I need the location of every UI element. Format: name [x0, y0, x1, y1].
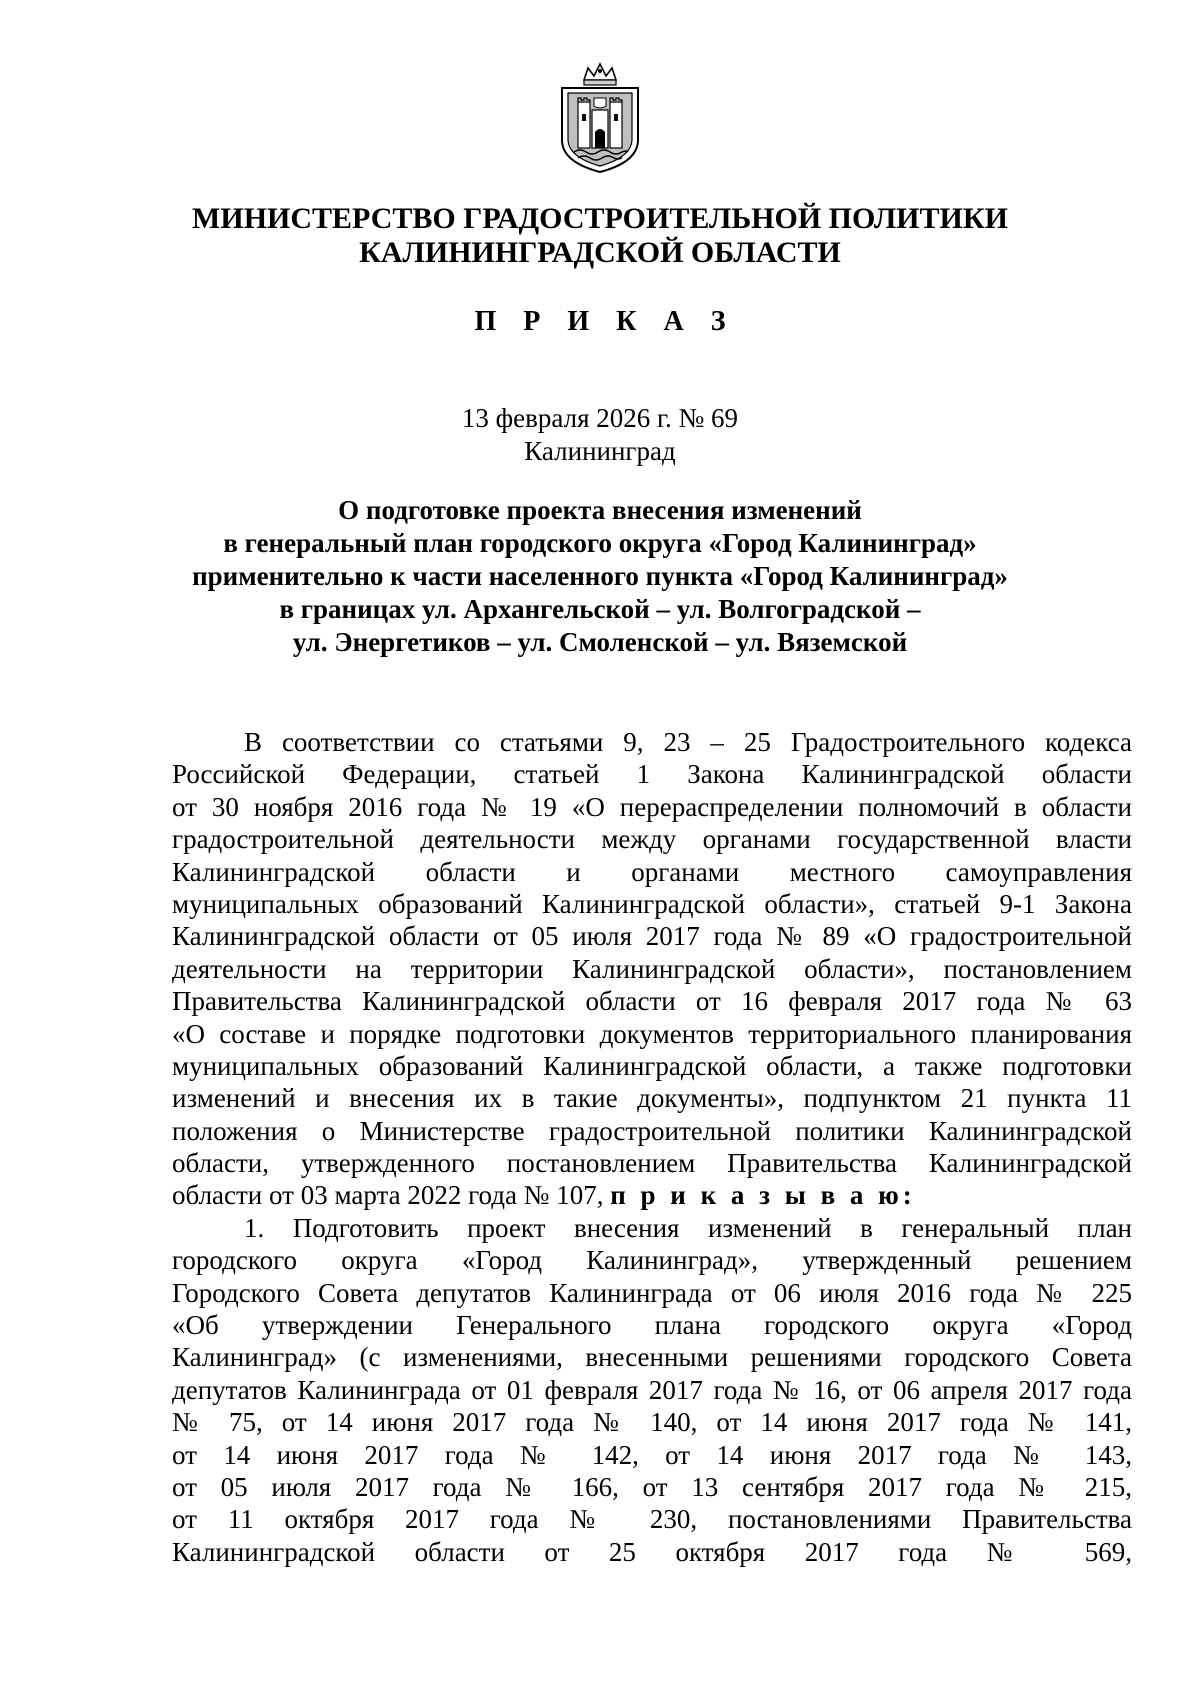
order-date-number: 13 февраля 2026 г. № 69 [461, 403, 739, 433]
preamble-last-line [172, 1179, 1132, 1211]
item1-line: городского округа «Город Калининград», утвержденный решением [172, 1245, 1132, 1276]
preamble-line: Правительства Калининградской области от 16 февраля 2017 года № 63 [172, 986, 1132, 1017]
subject-line: О подготовке проекта внесения изменений [338, 495, 862, 525]
subject-line: применительно к части населенного пункта «Город Калининград» [192, 561, 1008, 591]
item1-line: № 75, от 14 июня 2017 года № 140, от 14 июня 2017 года № 141, [172, 1407, 1132, 1438]
order-title: П Р И К А З [474, 306, 736, 337]
order-word: п р и к а з ы в а ю: [610, 1180, 916, 1211]
preamble-line: Российской Федерации, статьей 1 Закона Калининградской области [172, 759, 1132, 790]
preamble-line: деятельности на территории Калининградской области», постановлением [172, 953, 1132, 984]
order-date-block [0, 402, 1200, 468]
ministry-name [0, 202, 1200, 270]
item1-line: «Об утверждении Генерального плана городского округа «Город [172, 1310, 1132, 1341]
preamble-line: В соответствии со статьями 9, 23 – 25 Градостроительного кодекса [244, 727, 1132, 757]
preamble-last-text: области от 03 марта 2022 года № 107, [172, 1180, 611, 1211]
preamble-line: «О составе и порядке подготовки документов территориального планирования [172, 1018, 1132, 1049]
preamble-line: муниципальных образований Калининградской области, а также подготовки [172, 1050, 1132, 1081]
item1-line: Городского Совета депутатов Калининграда от 06 июля 2016 года № 225 [172, 1277, 1132, 1308]
ministry-name-line2: КАЛИНИНГРАДСКОЙ ОБЛАСТИ [359, 236, 841, 269]
item1-line: от 05 июля 2017 года № 166, от 13 сентября 2017 года № 215, [172, 1471, 1132, 1502]
preamble-line: от 30 ноября 2016 года № 19 «О перераспределении полномочий в области [172, 791, 1132, 822]
order-body [172, 726, 1132, 1568]
preamble-line: области, утвержденного постановлением Правительства Калининградской [172, 1148, 1132, 1179]
item1-line: депутатов Калининграда от 01 февраля 2017 года № 16, от 06 апреля 2017 года [172, 1374, 1132, 1405]
item1-line: Калининград» (с изменениями, внесенными решениями городского Совета [172, 1342, 1132, 1373]
preamble-line: муниципальных образований Калининградской области», статьей 9-1 Закона [172, 888, 1132, 919]
preamble-line: изменений и внесения их в такие документы», подпунктом 21 пункта 11 [172, 1083, 1132, 1114]
item1-line: от 11 октября 2017 года № 230, постановлениями Правительства [172, 1504, 1132, 1535]
order-city: Калининград [524, 436, 676, 466]
subject-line: в генеральный план городского округа «Город Калининград» [223, 528, 977, 558]
ministry-name-line1: МИНИСТЕРСТВО ГРАДОСТРОИТЕЛЬНОЙ ПОЛИТИКИ [192, 202, 1008, 235]
preamble-line: Калининградской области и органами местного самоуправления [172, 856, 1132, 887]
order-subject [0, 494, 1200, 659]
subject-line: ул. Энергетиков – ул. Смоленской – ул. Вяземской [292, 627, 908, 657]
item1-line: 1. Подготовить проект внесения изменений в генеральный план [244, 1212, 1132, 1243]
kaliningrad-coat-of-arms-icon [554, 62, 646, 174]
item1-line: Калининградской области от 25 октября 2017 года № 569, [172, 1536, 1132, 1567]
item1-line: от 14 июня 2017 года № 142, от 14 июня 2017 года № 143, [172, 1439, 1132, 1470]
preamble-line: положения о Министерстве градостроительной политики Калининградской [172, 1115, 1132, 1146]
preamble-line: Калининградской области от 05 июля 2017 года № 89 «О градостроительной [172, 921, 1132, 952]
preamble-line: градостроительной деятельности между органами государственной власти [172, 824, 1132, 855]
subject-line: в границах ул. Архангельской – ул. Волгоградской – [279, 594, 921, 624]
